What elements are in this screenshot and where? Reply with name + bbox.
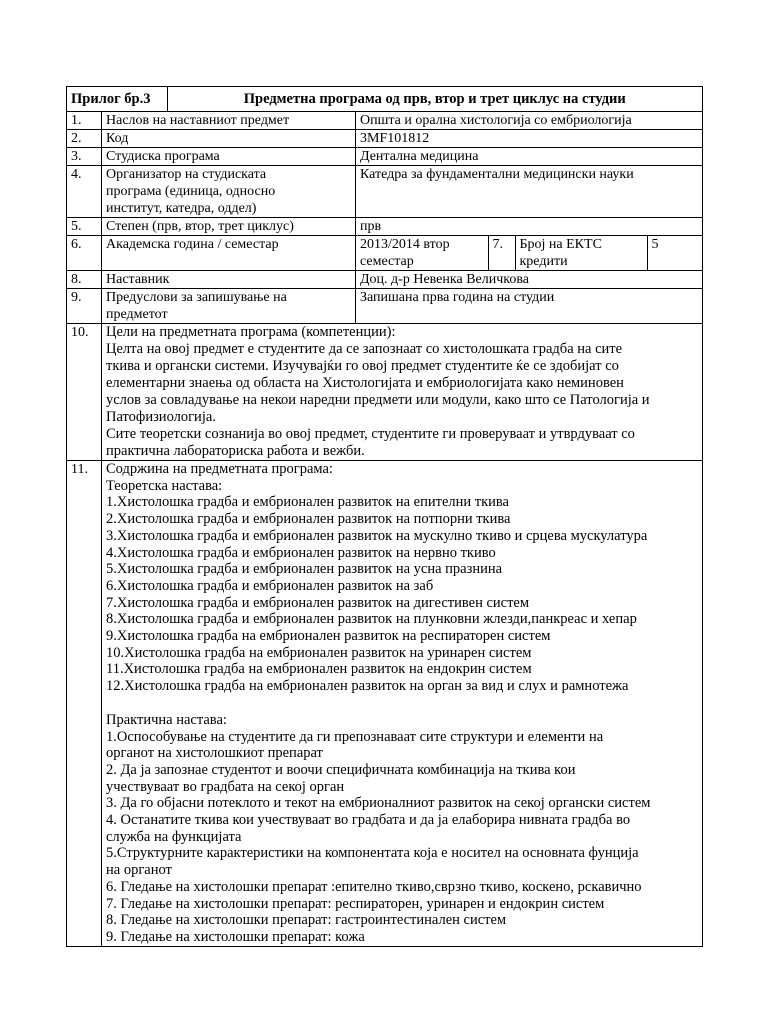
- goals-line: практична лабораториска работа и вежби.: [106, 443, 365, 459]
- row-study-program: [67, 148, 703, 166]
- practice-item: 7. Гледање на хистолошки препарат: респираторен, уринарен и ендокрин систем: [106, 895, 605, 912]
- row-prerequisites: [67, 289, 703, 324]
- row-number: 10.: [67, 324, 102, 461]
- row-label: Наставник: [102, 271, 356, 289]
- practice-item: 5.Структурните карактеристики на компонентата која е носител на основната фунција: [106, 845, 639, 862]
- practice-item: учествуваат во градбата на секој орган: [106, 778, 345, 795]
- row-label: [102, 166, 356, 218]
- row-number: 2.: [67, 130, 102, 148]
- row-number: 4.: [67, 166, 102, 218]
- goals-text: [102, 324, 703, 461]
- row-value: прв: [356, 218, 703, 236]
- row-value: Доц. д-р Невенка Величкова: [356, 271, 703, 289]
- row-number: 5.: [67, 218, 102, 236]
- label-line: Организатор на студиската: [106, 167, 267, 182]
- goals-line: услов за совладување на некои наредни предмети или модули, како што се Патологија и: [106, 392, 650, 408]
- label-line: Предуслови за запишување на: [106, 290, 287, 305]
- goals-line: елементарни знаења од областа на Хистологијата и ембриологијата како неминовен: [106, 375, 624, 391]
- theory-item: 10.Хистолошка градба на ембрионален развиток на уринарен систем: [106, 644, 532, 661]
- theory-item: 6.Хистолошка градба и ембрионален развиток на заб: [106, 577, 434, 594]
- theory-item: 5.Хистолошка градба и ембрионален развиток на усна празнина: [106, 561, 503, 578]
- theory-item: 8.Хистолошка градба и ембрионален развиток на плунковни жлезди,панкреас и хепар: [106, 611, 637, 628]
- theory-item: 11.Хистолошка градба на ембрионален развиток на ендокрин систем: [106, 661, 532, 678]
- row-value: Дентална медицина: [356, 148, 703, 166]
- goals-line: Цели на предметната програма (компетенции):: [106, 324, 396, 340]
- label-line: институт, катедра, оддел): [106, 201, 257, 216]
- theory-item: 12.Хистолошка градба на ембрионален развиток на орган за вид и слух и рамнотежа: [106, 678, 629, 695]
- row-label: Степен (прв, втор, трет циклус): [102, 218, 356, 236]
- label-line: предметот: [106, 307, 168, 322]
- row-number: 1.: [67, 112, 102, 130]
- row-academic-year: [67, 236, 703, 271]
- row-value: 3MF101812: [356, 130, 703, 148]
- course-program-table: [66, 86, 703, 947]
- row-label: Академска година / семестар: [102, 236, 356, 271]
- theory-item: 2.Хистолошка градба и ембрионален развиток на потпорни ткива: [106, 511, 511, 528]
- practice-item: на органот: [106, 862, 172, 879]
- ects-label: [515, 236, 647, 270]
- row-course-title: [67, 112, 703, 130]
- row-number: 3.: [67, 148, 102, 166]
- theory-item: 3.Хистолошка градба и ембрионален развиток на мускулно ткиво и срцева мускулатура: [106, 527, 648, 544]
- goals-line: ткива и органски системи. Изучувајќи го овој предмет студентите ќе се здобијат со: [106, 358, 619, 374]
- practice-item: органот на хистолошкиот препарат: [106, 745, 323, 762]
- row-number: 8.: [67, 271, 102, 289]
- ects-label-line: кредити: [519, 254, 568, 269]
- theory-item: 7.Хистолошка градба и ембрионален развиток на дигестивен систем: [106, 594, 530, 611]
- theory-item: 9.Хистолошка градба на ембрионален развиток на респираторен систем: [106, 628, 551, 645]
- theory-list: [106, 494, 698, 694]
- row-code: [67, 130, 703, 148]
- practice-item: служба на функцијата: [106, 828, 242, 845]
- attachment-label: Прилог бр.3: [67, 87, 167, 111]
- theory-item: 1.Хистолошка градба и ембрионален развиток на епителни ткива: [106, 494, 509, 511]
- document-title: Предметна програма од прв, втор и трет циклус на студии: [243, 90, 626, 107]
- row-label: Наслов на наставниот предмет: [102, 112, 356, 130]
- row-value: Запишана прва година на студии: [356, 289, 703, 324]
- row-degree: [67, 218, 703, 236]
- goals-line: Сите теоретски сознанија во овој предмет, студентите ги проверуваат и утврдуваат со: [106, 426, 635, 442]
- row-teacher: [67, 271, 703, 289]
- practice-item: 4. Останатите ткива кои учествуваат во градбата и да ја елаборира нивната градба во: [106, 812, 631, 829]
- row-number: 9.: [67, 289, 102, 324]
- goals-line: Патофизиологија.: [106, 409, 216, 425]
- ects-number: 7.: [488, 236, 515, 270]
- header-row: [67, 87, 703, 112]
- row-value: Катедра за фундаментални медицински науки: [356, 166, 703, 218]
- content-text: [102, 461, 703, 947]
- practice-title: Практична настава:: [106, 711, 227, 728]
- spacer: [106, 695, 698, 712]
- row-content: [67, 461, 703, 947]
- semester-line: семестар: [360, 254, 414, 269]
- row-number: 11.: [67, 461, 102, 947]
- practice-item: 3. Да го објасни потеклото и текот на ембрионалниот развиток на секој органски систем: [106, 795, 651, 812]
- practice-item: 2. Да ја запознае студентот и воочи специфичната комбинација на ткива кои: [106, 761, 576, 778]
- semester-line: 2013/2014 втор: [360, 237, 450, 252]
- label-line: програма (единица, односно: [106, 184, 276, 199]
- row-value: Општа и орална хистологија со ембриологија: [356, 112, 703, 130]
- practice-item: 8. Гледање на хистолошки препарат: гастроинтестинален систем: [106, 912, 507, 929]
- content-heading: Содржина на предметната програма:: [106, 461, 333, 477]
- row-goals: [67, 324, 703, 461]
- document-page: [66, 86, 702, 947]
- header-inner: [67, 87, 702, 111]
- theory-title: Теоретска настава:: [106, 477, 223, 494]
- row-label: Студиска програма: [102, 148, 356, 166]
- theory-item: 4.Хистолошка градба и ембрионален развиток на нервно ткиво: [106, 544, 496, 561]
- goals-line: Целта на овој предмет е студентите да се запознаат со хистолошката градба на сите: [106, 341, 623, 357]
- practice-item: 6. Гледање на хистолошки препарат :епително ткиво,сврзно ткиво, коскено, рскавично: [106, 878, 642, 895]
- practice-list: [106, 729, 698, 946]
- row-label: Код: [102, 130, 356, 148]
- practice-item: 9. Гледање на хистолошки препарат: кожа: [106, 928, 365, 945]
- row-label: [102, 289, 356, 324]
- academic-year-inner: [356, 236, 702, 270]
- row-number: 6.: [67, 236, 102, 271]
- ects-value: 5: [651, 237, 659, 252]
- practice-item: 1.Оспособување на студентите да ги препознаваат сите структури и елементи на: [106, 728, 604, 745]
- row-organizer: [67, 166, 703, 218]
- ects-label-line: Број на ЕКТС: [519, 237, 602, 252]
- semester-value: [356, 236, 488, 270]
